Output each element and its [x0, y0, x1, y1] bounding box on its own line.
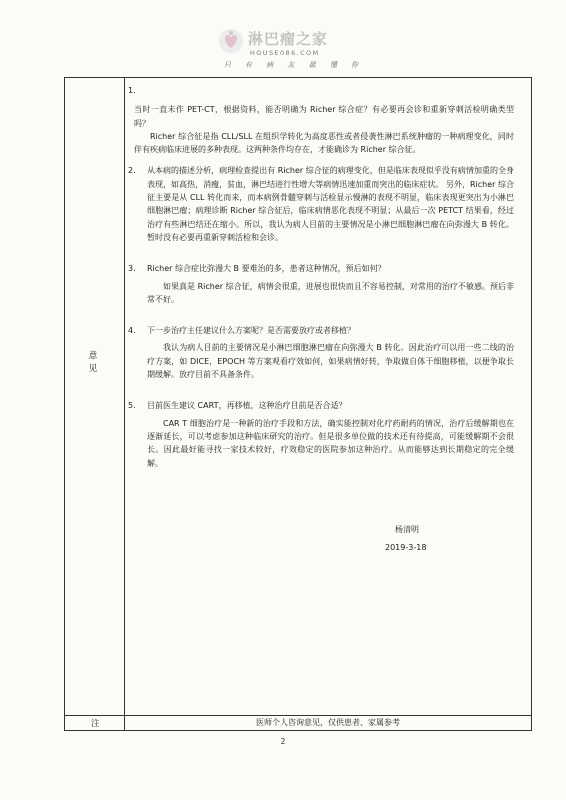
item-question: 从本病的描述分析，病理检查提出有 Richer 综合征的病理变化，但是临床表现似乎没有病情加重的全身表现，如高热，消瘦，贫血，淋巴结进行性增大等病情迅速加重而突出的临床症状。 另外，Richer 综合征主要是从 CLL 转化而来，而本病例骨髓穿刺与活检显示慢淋的表现不明显，临床表现更突出为小淋巴细胞淋巴瘤；病理诊断 Richer 综合征后，临床病情恶化表现不明显；从最后一次 PETCT 结果看，经过治疗有些淋巴结还在缩小。所以，我认为病人目前的主要情况是小淋巴细胞淋巴瘤在向弥漫大 B 转化。暂时没有必要再重新穿刺活检和会诊。	[147, 166, 514, 242]
item-number: 4.	[128, 326, 136, 336]
item-question: 当时一直未作 PET-CT，根据资料，能否明确为 Richer 综合症？有必要再会诊和重新穿刺活检明确类型吗？	[134, 105, 514, 128]
item-question: 目前医生建议 CART，再移植，这种治疗目前是否合适？	[147, 401, 347, 411]
signature-date: 2019-3-18	[385, 543, 427, 552]
item-number: 5.	[128, 401, 136, 411]
item-answer: 如果真是 Richer 综合征，病情会很重，进展也很快而且不容易控制，对常用的治疗不敏感。预后非常不好。	[147, 281, 514, 304]
logo-heart-icon	[218, 28, 244, 54]
item-number: 3.	[128, 264, 136, 274]
list-item	[128, 262, 514, 306]
table-divider-horizontal	[65, 715, 531, 716]
item-answer: CAR T 细胞治疗是一种新的治疗手段和方法，确实能控制对化疗药耐药的情况，治疗后缓解期也在逐渐延长，可以考虑参加这种临床研究的治疗。但是很多单位做的技术还有待提高，可能缓解期不会很长。因此最好能寻找一家技术较好，疗效稳定的医院参加这种治疗。从而能够达到长期稳定的完全缓解。	[147, 418, 514, 468]
note-label: 注	[91, 719, 100, 729]
logo-url: HOUSE086.COM	[250, 49, 320, 57]
item-answer: Richer 综合征是指 CLL/SLL 在组织学转化为高度恶性或者侵袭性淋巴系统肿瘤的一种病理变化，同时伴有疾病临床进展的多种表现。这两种条件均存在，才能确诊为 Richer 综合征。	[134, 131, 514, 155]
site-logo	[218, 26, 368, 72]
item-question: 下一步治疗主任建议什么方案呢？是否需要放疗或者移植？	[147, 326, 355, 336]
logo-name: 淋巴瘤之家	[248, 30, 329, 48]
item-question: Richer 综合症比弥漫大 B 要难治的多，患者这种情况，预后如何？	[147, 264, 386, 274]
list-item	[128, 399, 514, 469]
item-answer: 我认为病人目前的主要情况是小淋巴细胞淋巴瘤在向弥漫大 B 转化。因此治疗可以用一些二线的治疗方案，如 DICE，EPOCH 等方案观看疗效如何，如果病情好转，争取做自体干细胞移植，以便争取长期缓解。放疗目前不具备条件。	[147, 343, 514, 380]
logo-slogan: 只 有 病 友 最 懂 你	[223, 61, 365, 69]
list-item	[128, 164, 514, 244]
item-number: 1.	[128, 86, 136, 95]
item-number: 2.	[128, 166, 136, 176]
opinion-label: 意见	[88, 351, 98, 374]
list-item	[128, 324, 514, 381]
table-divider-vertical	[124, 78, 125, 730]
page-number: 2	[280, 737, 286, 746]
list-item	[128, 84, 514, 156]
note-text: 医师个人咨询意见，仅供患者、家属参考	[256, 718, 400, 727]
opinion-content	[128, 84, 514, 470]
signature-name: 杨清明	[395, 525, 419, 534]
opinion-table	[64, 77, 532, 731]
